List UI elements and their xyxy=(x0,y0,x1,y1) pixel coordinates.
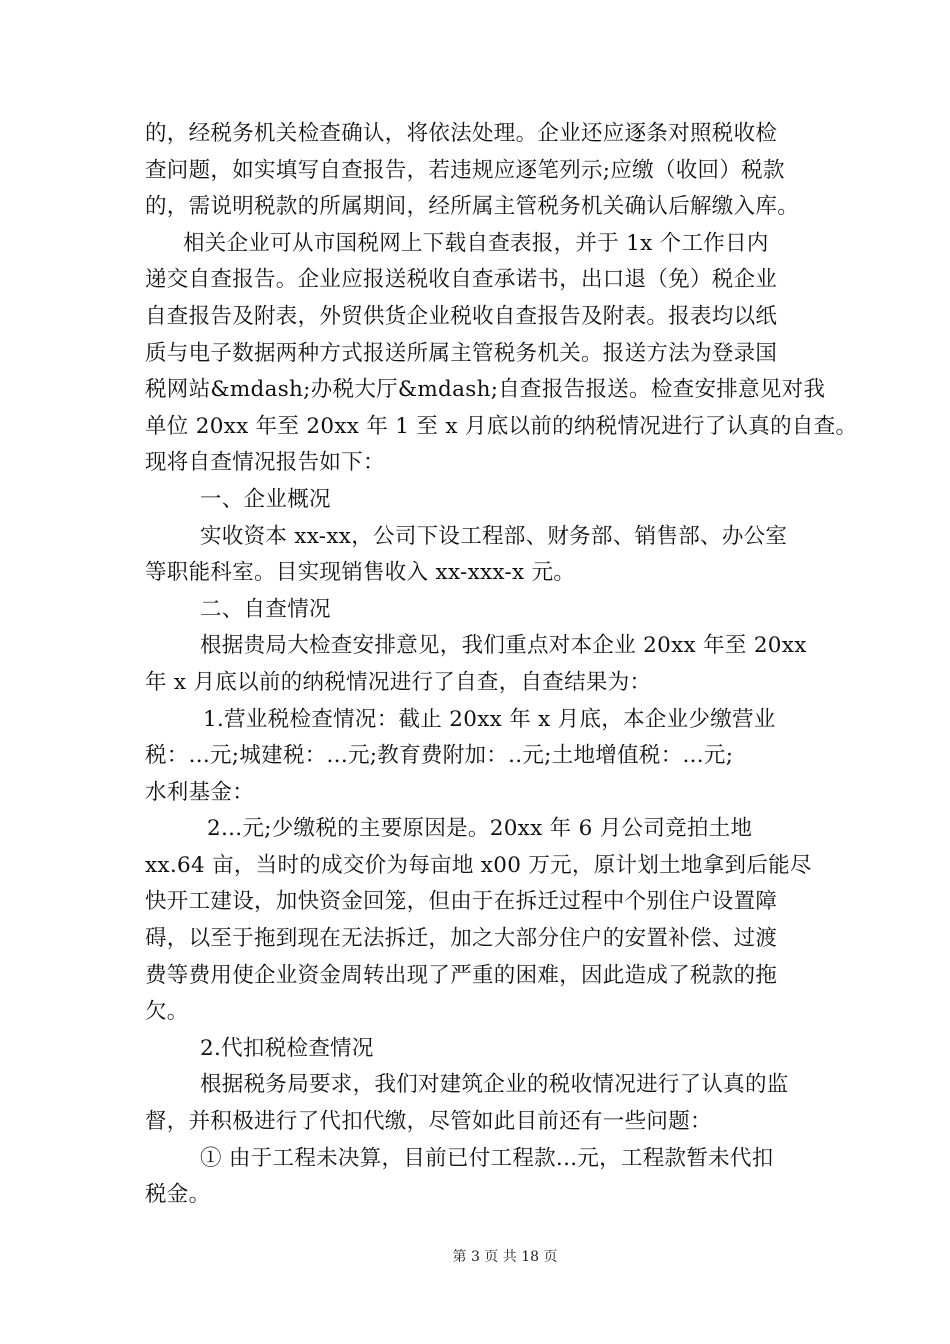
paragraph-line: 递交自查报告。企业应报送税收自查承诺书，出口退（免）税企业 xyxy=(145,267,778,293)
paragraph-line: 税网站&mdash;办税大厅&mdash;自查报告报送。检查安排意见对我 xyxy=(145,377,826,403)
paragraph-line: 税金。 xyxy=(145,1182,211,1208)
paragraph-line: 年 x 月底以前的纳税情况进行了自查，自查结果为： xyxy=(145,669,652,695)
page-footer: 第 3 页 共 18 页 xyxy=(452,1249,558,1265)
paragraph-line: 根据税务局要求，我们对建筑企业的税收情况进行了认真的监 xyxy=(200,1072,789,1098)
paragraph-line: 现将自查情况报告如下： xyxy=(145,450,385,476)
paragraph-line: 质与电子数据两种方式报送所属主管税务机关。报送方法为登录国 xyxy=(145,340,778,366)
paragraph-line: 督，并积极进行了代扣代缴，尽管如此目前还有一些问题： xyxy=(145,1109,712,1135)
paragraph-line: 等职能科室。目实现销售收入 xx-xxx-x 元。 xyxy=(145,560,576,586)
paragraph-line: 二、自查情况 xyxy=(200,596,331,622)
paragraph-line: 水利基金： xyxy=(145,779,255,805)
paragraph-line: 碍，以至于拖到现在无法拆迁，加之大部分住户的安置补偿、过渡 xyxy=(145,926,778,952)
paragraph-line: 单位 20xx 年至 20xx 年 1 至 x 月底以前的纳税情况进行了认真的自查。 xyxy=(145,413,858,439)
paragraph-line: 查问题，如实填写自查报告，若违规应逐笔列示;应缴（收回）税款 xyxy=(145,157,785,183)
paragraph-line: 相关企业可从市国税网上下载自查表报，并于 1x 个工作日内 xyxy=(183,230,769,256)
paragraph-line: 快开工建设，加快资金回笼，但由于在拆迁过程中个别住户设置障 xyxy=(145,889,778,915)
paragraph-line: 2...元;少缴税的主要原因是。20xx 年 6 月公司竞拍土地 xyxy=(207,816,753,842)
paragraph-line: 的，经税务机关检查确认，将依法处理。企业还应逐条对照税收检 xyxy=(145,121,778,146)
paragraph-line: 费等费用使企业资金周转出现了严重的困难，因此造成了税款的拖 xyxy=(145,962,778,988)
paragraph-line: 1.营业税检查情况：截止 20xx 年 x 月底，本企业少缴营业 xyxy=(203,706,776,732)
paragraph-line: 一、企业概况 xyxy=(200,486,331,512)
paragraph-line: ① 由于工程未决算，目前已付工程款...元，工程款暂未代扣 xyxy=(200,1145,774,1171)
paragraph-line: 税：...元;城建税：...元;教育费附加：..元;土地增值税：...元; xyxy=(145,743,734,769)
paragraph-line: 实收资本 xx-xx，公司下设工程部、财务部、销售部、办公室 xyxy=(200,523,788,549)
paragraph-line: 欠。 xyxy=(145,999,189,1025)
document-body xyxy=(145,116,858,1214)
paragraph-line: 的，需说明税款的所属期间，经所属主管税务机关确认后解缴入库。 xyxy=(145,194,800,220)
paragraph-line: 2.代扣税检查情况 xyxy=(200,1035,374,1061)
paragraph-line: xx.64 亩，当时的成交价为每亩地 x00 万元，原计划土地拿到后能尽 xyxy=(145,852,812,878)
paragraph-line: 根据贵局大检查安排意见，我们重点对本企业 20xx 年至 20xx xyxy=(200,633,807,659)
paragraph-line: 自查报告及附表，外贸供货企业税收自查报告及附表。报表均以纸 xyxy=(145,303,778,329)
